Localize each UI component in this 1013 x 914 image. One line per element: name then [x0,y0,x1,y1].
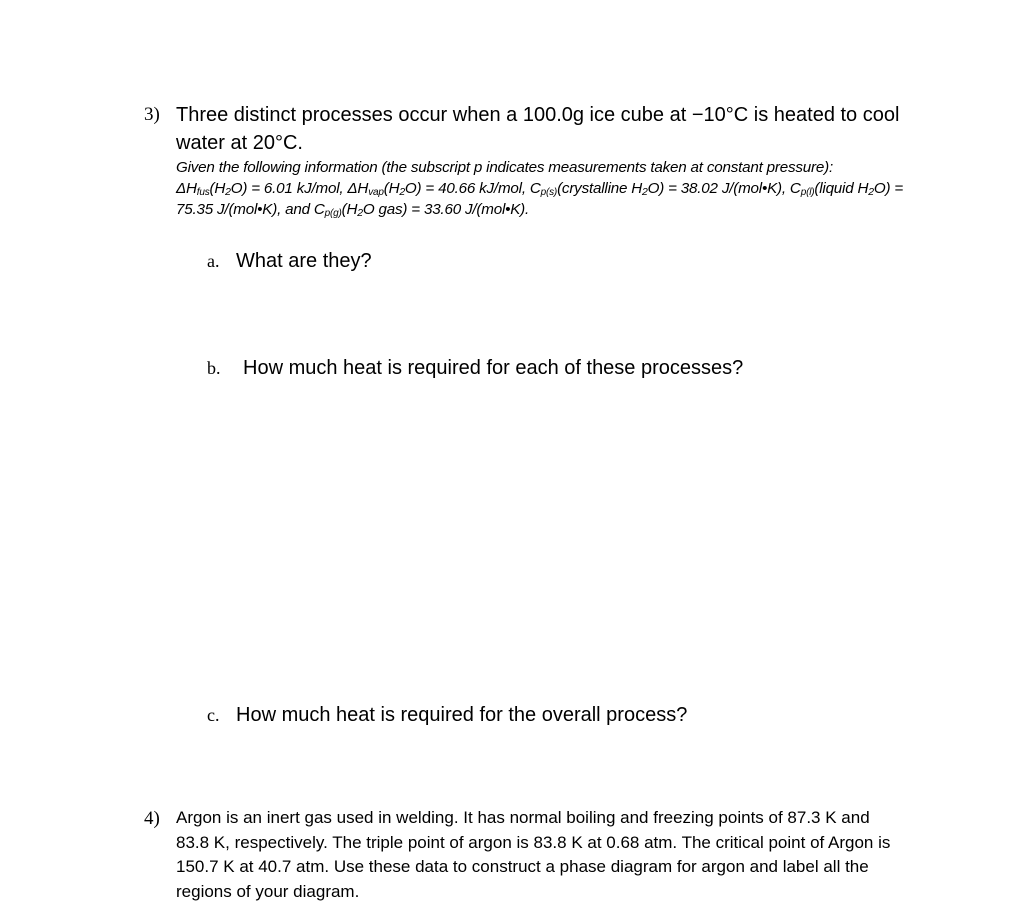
dh-vap-symbol: ΔH [347,180,369,197]
given-intro: Given the following information (the subscript p indicates measurements taken at constant pressure): [176,159,834,176]
dh-fus-symbol: ΔH [176,180,197,197]
question-3-text: Three distinct processes occur when a 100.0g ice cube at −10°C is heated to cool water at 20°C. [176,104,900,154]
dh-fus-subscript: fus [196,187,210,198]
part-c-letter: c. [207,705,220,725]
cp-liquid-subscript: p(l) [800,187,815,198]
cp-gas-symbol: C [313,201,325,218]
part-a-letter: a. [207,251,220,271]
question-4-number: 4) [144,808,160,829]
part-a-text: What are they? [236,250,372,272]
dh-vap-subscript: vap [368,187,384,198]
cp-liquid-value: (liquid H₂O) = 75.35 J/(mol•K), and [176,180,904,218]
part-b-text: How much heat is required for each of these processes? [243,357,744,379]
cp-solid-value: (crystalline H₂O) = 38.02 J/(mol•K), [557,180,790,197]
question-4-text: Argon is an inert gas used in welding. It has normal boiling and freezing points of 87.3 K and 83.8 K, respectively. The triple point of argon is 83.8 K at 0.68 atm. The critical point of Argon is 150.7 K at 40.7 atm. Use these data to construct a phase diagram for argon and label all the regions of your diagram. [176,808,891,901]
part-b-letter: b. [207,358,221,378]
cp-liquid-symbol: C [789,180,801,197]
cp-gas-subscript: p(g) [324,208,342,219]
question-3-number: 3) [144,104,160,125]
dh-fus-value: (H₂O) = 6.01 kJ/mol, [209,180,348,197]
part-c-text: How much heat is required for the overall process? [236,704,688,726]
cp-gas-value: (H₂O gas) = 33.60 J/(mol•K). [341,201,530,218]
cp-solid-symbol: C [529,180,541,197]
dh-vap-value: (H₂O) = 40.66 kJ/mol, [383,180,530,197]
cp-solid-subscript: p(s) [540,187,558,198]
given-information [176,157,906,220]
